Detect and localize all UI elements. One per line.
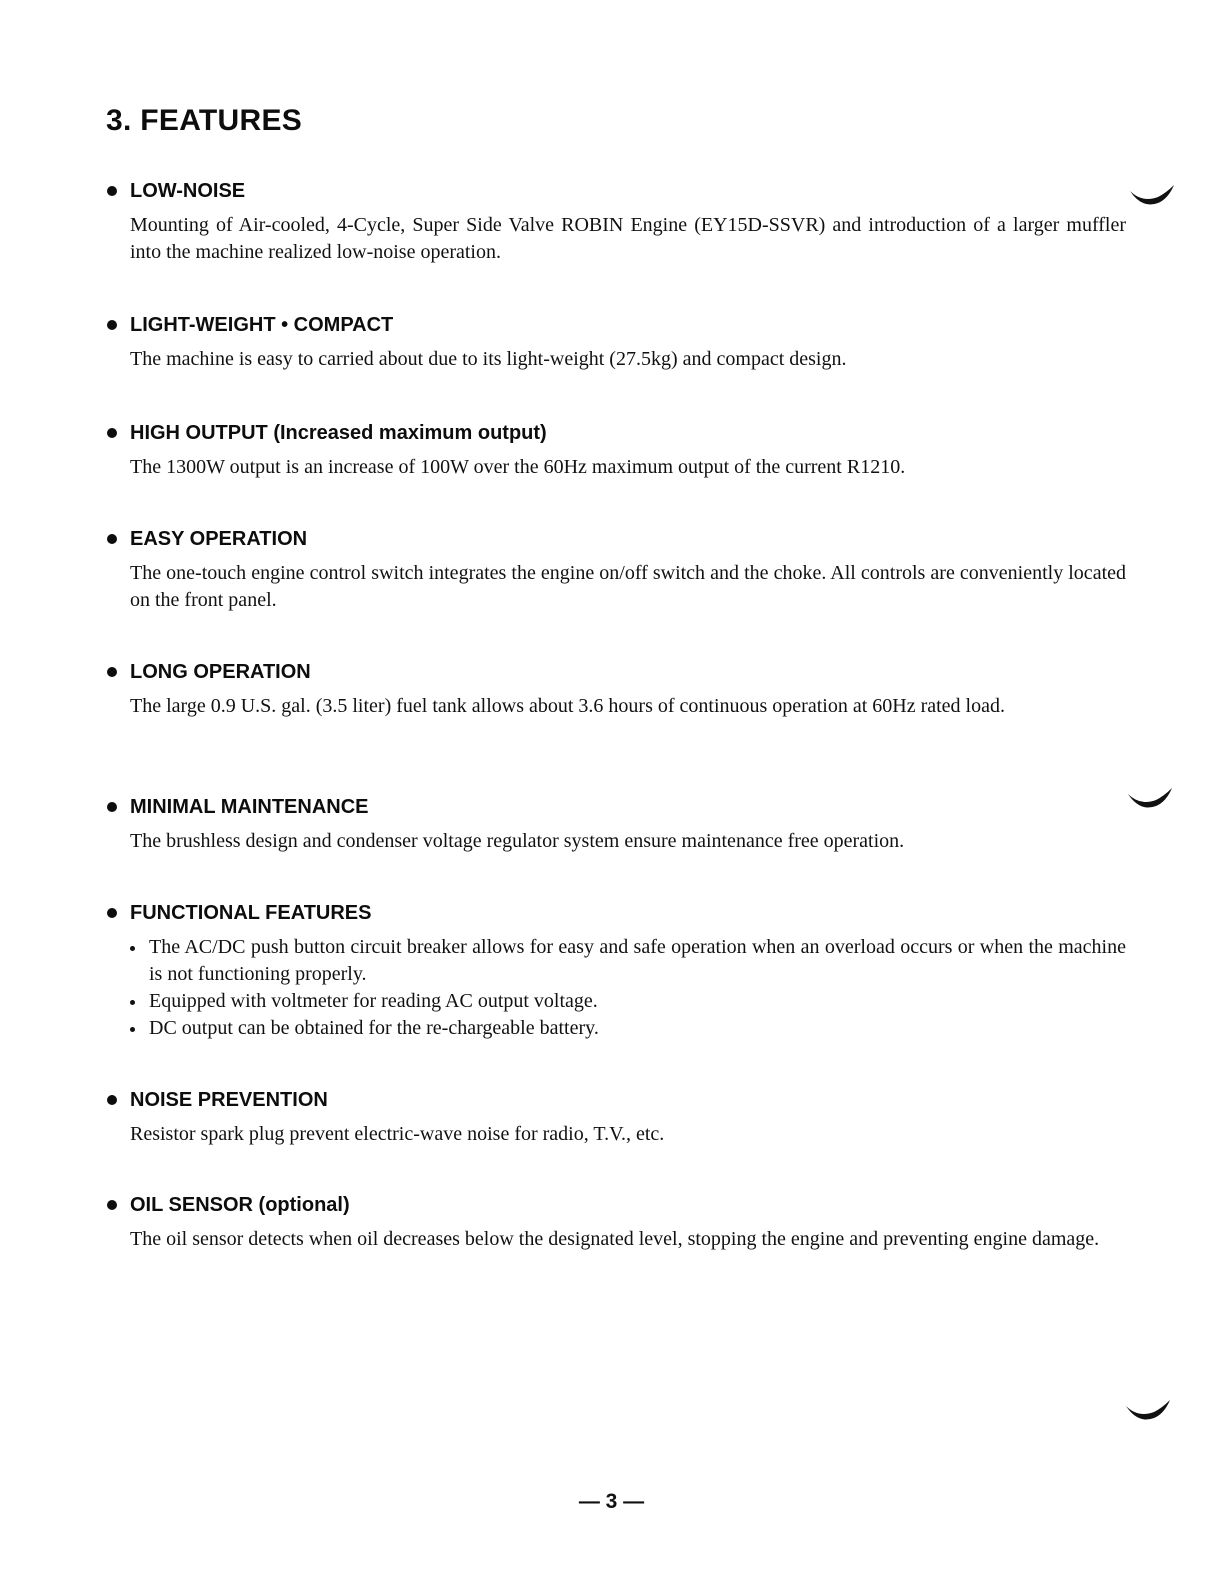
list-item-text: Equipped with voltmeter for reading AC output voltage. bbox=[149, 990, 598, 1012]
feature-paragraph: Mounting of Air-cooled, 4-Cycle, Super Side Valve ROBIN Engine (EY15D-SSVR) and introduction of a larger muffler into the machine realized low-noise operation. bbox=[130, 214, 1126, 263]
bullet-dot-icon bbox=[107, 534, 117, 544]
feature-heading bbox=[106, 900, 1126, 926]
feature-functional-features bbox=[106, 900, 1126, 1042]
feature-body bbox=[130, 212, 1126, 266]
feature-paragraph: The one-touch engine control switch integrates the engine on/off switch and the choke. All controls are conveniently located on the front panel. bbox=[130, 562, 1126, 611]
feature-heading-text: HIGH OUTPUT (Increased maximum output) bbox=[130, 422, 547, 444]
feature-long-operation bbox=[106, 659, 1126, 720]
list-item-text: The AC/DC push button circuit breaker allows for easy and safe operation when an overload occurs or when the machine is not functioning properly. bbox=[149, 936, 1126, 985]
bullet-dot-icon bbox=[107, 428, 117, 438]
feature-easy-operation bbox=[106, 526, 1126, 614]
feature-heading-text: MINIMAL MAINTENANCE bbox=[130, 796, 369, 818]
small-bullet-icon bbox=[130, 1027, 135, 1032]
list-item bbox=[127, 1015, 1126, 1042]
feature-light-weight-compact bbox=[106, 312, 1126, 373]
feature-paragraph: The oil sensor detects when oil decreases below the designated level, stopping the engine and preventing engine damage. bbox=[130, 1228, 1100, 1250]
feature-heading bbox=[106, 659, 1126, 685]
feature-heading-text: FUNCTIONAL FEATURES bbox=[130, 902, 372, 924]
feature-paragraph: The brushless design and condenser voltage regulator system ensure maintenance free operation. bbox=[130, 830, 905, 852]
small-bullet-icon bbox=[130, 1000, 135, 1005]
feature-heading-text: OIL SENSOR (optional) bbox=[130, 1194, 350, 1216]
feature-body bbox=[130, 346, 1126, 373]
feature-heading bbox=[106, 420, 1126, 446]
revision-check-mark-icon bbox=[1124, 1398, 1172, 1424]
list-item-text: DC output can be obtained for the re-chargeable battery. bbox=[149, 1017, 599, 1039]
feature-body bbox=[130, 693, 1126, 720]
bullet-dot-icon bbox=[107, 908, 117, 918]
feature-paragraph: Resistor spark plug prevent electric-wave noise for radio, T.V., etc. bbox=[130, 1123, 665, 1145]
feature-minimal-maintenance bbox=[106, 794, 1126, 855]
list-item bbox=[127, 934, 1126, 988]
feature-oil-sensor bbox=[106, 1192, 1126, 1253]
feature-body bbox=[127, 934, 1126, 1042]
revision-check-mark-icon bbox=[1128, 183, 1176, 209]
page-number: — 3 — bbox=[578, 1490, 645, 1513]
feature-heading-text: LIGHT-WEIGHT • COMPACT bbox=[130, 314, 394, 336]
list-item bbox=[127, 988, 1126, 1015]
feature-body bbox=[130, 1121, 1126, 1148]
page-title: 3. FEATURES bbox=[106, 104, 303, 137]
feature-body bbox=[130, 1226, 1126, 1253]
feature-heading-text: LONG OPERATION bbox=[130, 661, 311, 683]
feature-heading-text: LOW-NOISE bbox=[130, 180, 246, 202]
feature-heading bbox=[106, 1192, 1126, 1218]
feature-paragraph: The 1300W output is an increase of 100W over the 60Hz maximum output of the current R1210. bbox=[130, 456, 906, 478]
bullet-dot-icon bbox=[107, 320, 117, 330]
feature-heading bbox=[106, 794, 1126, 820]
feature-paragraph: The large 0.9 U.S. gal. (3.5 liter) fuel tank allows about 3.6 hours of continuous operation at 60Hz rated load. bbox=[130, 695, 1005, 717]
feature-body bbox=[130, 560, 1126, 614]
feature-heading-text: EASY OPERATION bbox=[130, 528, 308, 550]
feature-body bbox=[130, 828, 1126, 855]
feature-noise-prevention bbox=[106, 1087, 1126, 1148]
bullet-dot-icon bbox=[107, 802, 117, 812]
bullet-dot-icon bbox=[107, 667, 117, 677]
feature-heading bbox=[106, 1087, 1126, 1113]
feature-body bbox=[130, 454, 1126, 481]
small-bullet-icon bbox=[130, 946, 135, 951]
bullet-dot-icon bbox=[107, 1200, 117, 1210]
bullet-dot-icon bbox=[107, 186, 117, 196]
bullet-list bbox=[127, 934, 1126, 1042]
feature-paragraph: The machine is easy to carried about due to its light-weight (27.5kg) and compact design. bbox=[130, 348, 847, 370]
feature-heading bbox=[106, 312, 1126, 338]
feature-high-output bbox=[106, 420, 1126, 481]
revision-check-mark-icon bbox=[1126, 786, 1174, 812]
feature-low-noise bbox=[106, 178, 1126, 266]
feature-heading bbox=[106, 178, 1126, 204]
feature-heading bbox=[106, 526, 1126, 552]
bullet-dot-icon bbox=[107, 1095, 117, 1105]
feature-heading-text: NOISE PREVENTION bbox=[130, 1089, 328, 1111]
